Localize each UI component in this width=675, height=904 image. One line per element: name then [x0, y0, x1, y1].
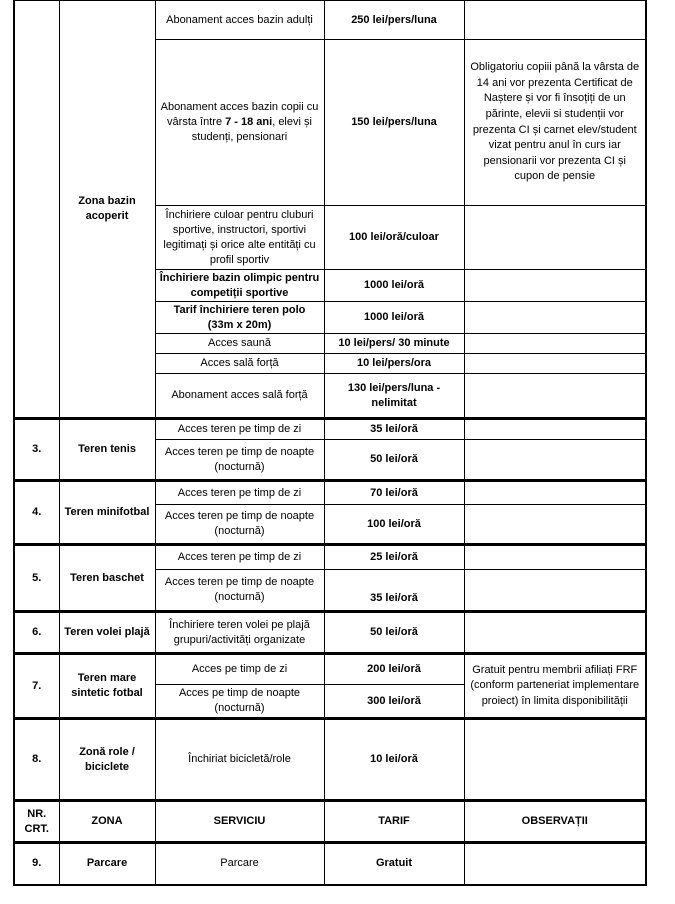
tariff-table — [13, 0, 647, 886]
observations-cell — [464, 354, 646, 374]
tariff-cell: 100 lei/oră/culoar — [324, 206, 464, 270]
observations-cell — [464, 843, 646, 885]
tariff-cell: 10 lei/pers/ 30 minute — [324, 334, 464, 354]
header-nr-crt: NR. CRT. — [14, 801, 59, 843]
service-cell: Închiriere teren volei pe plajă grupuri/activități organizate — [155, 612, 324, 654]
zone-cell: Teren tenis — [59, 419, 155, 481]
service-cell — [155, 40, 324, 206]
observations-cell — [464, 270, 646, 302]
table-row — [14, 1, 646, 40]
service-cell: Acces saună — [155, 334, 324, 354]
service-cell: Acces teren pe timp de noapte (nocturnă) — [155, 570, 324, 612]
service-cell: Acces pe timp de noapte (nocturnă) — [155, 685, 324, 719]
service-cell: Acces sală forță — [155, 354, 324, 374]
tariff-cell: 150 lei/pers/luna — [324, 40, 464, 206]
tariff-cell: 35 lei/oră — [324, 570, 464, 612]
service-cell: Tarif închiriere teren polo (33m x 20m) — [155, 302, 324, 334]
tariff-cell: 70 lei/oră — [324, 481, 464, 505]
observations-cell — [464, 334, 646, 354]
service-cell: Abonament acces sală forță — [155, 374, 324, 419]
tariff-cell: 25 lei/oră — [324, 545, 464, 570]
row-number-cell: 5. — [14, 545, 59, 612]
row-number-cell: 3. — [14, 419, 59, 481]
observations-cell — [464, 302, 646, 334]
tariff-cell: 130 lei/pers/luna - nelimitat — [324, 374, 464, 419]
observations-cell — [464, 612, 646, 654]
table-row — [14, 843, 646, 885]
table-row — [14, 545, 646, 570]
zone-cell: Teren minifotbal — [59, 481, 155, 545]
observations-cell — [464, 481, 646, 505]
header-serviciu: SERVICIU — [155, 801, 324, 843]
service-cell: Acces teren pe timp de zi — [155, 545, 324, 570]
table-row — [14, 419, 646, 440]
observations-cell: Obligatoriu copiii până la vârsta de 14 ani vor prezenta Certificat de Naștere și vor fi însoțiți de un părinte, elevii si studenții vor prezenta CI și carnet elev/student vizat pentru anul în curs iar pensionarii vor prezenta CI și cupon de pensie — [464, 40, 646, 206]
service-text: , elevi și studenți, pensionari — [191, 116, 312, 143]
tariff-cell: 10 lei/oră — [324, 719, 464, 801]
tariff-cell: 100 lei/oră — [324, 505, 464, 545]
tariff-cell: 200 lei/oră — [324, 654, 464, 685]
tariff-cell: 50 lei/oră — [324, 440, 464, 481]
observations-cell — [464, 206, 646, 270]
service-cell: Acces teren pe timp de noapte (nocturnă) — [155, 505, 324, 545]
service-cell: Acces pe timp de zi — [155, 654, 324, 685]
observations-cell — [464, 719, 646, 801]
age-range: 7 - 18 ani — [225, 116, 273, 128]
observations-cell: Gratuit pentru membrii afiliați FRF (conform parteneriat implementare proiect) în limita disponibilității — [464, 654, 646, 719]
service-cell: Acces teren pe timp de zi — [155, 419, 324, 440]
row-number-cell: 7. — [14, 654, 59, 719]
tariff-cell: 10 lei/pers/ora — [324, 354, 464, 374]
table-row — [14, 654, 646, 685]
service-cell: Abonament acces bazin adulți — [155, 1, 324, 40]
table-row — [14, 481, 646, 505]
tariff-cell: 1000 lei/oră — [324, 302, 464, 334]
table-row — [14, 719, 646, 801]
row-number-cell: 4. — [14, 481, 59, 545]
observations-cell — [464, 1, 646, 40]
zone-cell: Teren baschet — [59, 545, 155, 612]
service-cell: Închiriere culoar pentru cluburi sportive, instructori, sportivi legitimați și orice alte entități cu profil sportiv — [155, 206, 324, 270]
zone-cell: Teren volei plajă — [59, 612, 155, 654]
observations-cell — [464, 440, 646, 481]
service-text: Abonament acces bazin copii cu vârsta între — [160, 101, 319, 128]
observations-cell — [464, 419, 646, 440]
header-observatii: OBSERVAȚII — [464, 801, 646, 843]
service-cell: Parcare — [155, 843, 324, 885]
row-number-cell: 6. — [14, 612, 59, 654]
tariff-cell: 1000 lei/oră — [324, 270, 464, 302]
zone-cell: Zona bazin acoperit — [59, 1, 155, 419]
header-zona: ZONA — [59, 801, 155, 843]
observations-cell — [464, 545, 646, 570]
zone-cell: Parcare — [59, 843, 155, 885]
service-cell: Închiriere bazin olimpic pentru competiții sportive — [155, 270, 324, 302]
service-cell: Acces teren pe timp de zi — [155, 481, 324, 505]
row-number-cell: 9. — [14, 843, 59, 885]
table-row — [14, 612, 646, 654]
observations-cell — [464, 374, 646, 419]
zone-cell: Zonă role / biciclete — [59, 719, 155, 801]
tariff-cell: 35 lei/oră — [324, 419, 464, 440]
tariff-cell: 250 lei/pers/luna — [324, 1, 464, 40]
tariff-cell: Gratuit — [324, 843, 464, 885]
tariff-cell: 300 lei/oră — [324, 685, 464, 719]
service-cell: Acces teren pe timp de noapte (nocturnă) — [155, 440, 324, 481]
tariff-cell: 50 lei/oră — [324, 612, 464, 654]
observations-cell — [464, 570, 646, 612]
observations-cell — [464, 505, 646, 545]
row-number-cell: 8. — [14, 719, 59, 801]
zone-cell: Teren mare sintetic fotbal — [59, 654, 155, 719]
header-tarif: TARIF — [324, 801, 464, 843]
table-header-row — [14, 801, 646, 843]
service-cell: Închiriat bicicletă/role — [155, 719, 324, 801]
row-number-cell — [14, 1, 59, 419]
